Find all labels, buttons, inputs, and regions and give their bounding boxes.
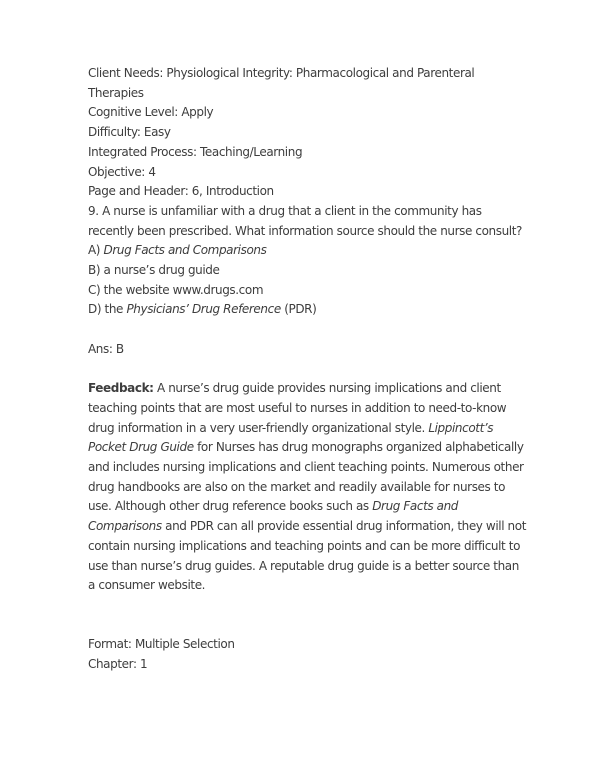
text-line [88,517,548,537]
text-line [88,655,548,675]
text-segment: and PDR can all provide essential drug information, they will not [161,519,527,534]
text-segment: A nurse’s drug guide provides nursing implications and client [153,381,501,396]
text-line [88,202,548,222]
text-line [88,143,548,163]
text-line [88,576,548,596]
text-line [88,300,548,320]
text-segment: drug information in a very user-friendly organizational style. [88,420,429,435]
text-line [88,635,548,655]
text-line [88,84,548,104]
text-line [88,399,548,419]
text-segment: and includes nursing implications and client teaching points. Numerous other [88,460,524,475]
text-line [88,537,548,557]
text-segment: use than nurse’s drug guides. A reputable drug guide is a better source than [88,558,519,573]
text-line [88,281,548,301]
blank-line [88,320,548,340]
text-segment: C) the website www.drugs.com [88,282,264,297]
text-line [88,103,548,123]
text-segment: for Nurses has drug monographs organized alphabetically [193,440,524,455]
blank-line [88,360,548,380]
text-segment: Feedback: [88,381,154,396]
text-segment: Integrated Process: Teaching/Learning [88,144,303,159]
text-segment: Lippincott’s [428,420,494,435]
text-line [88,379,548,399]
text-line [88,241,548,261]
text-segment: recently been prescribed. What information source should the nurse consult? [88,223,522,238]
text-segment: Comparisons [88,519,162,534]
text-segment: 9. A nurse is unfamiliar with a drug that a client in the community has [88,203,482,218]
text-segment: Drug Facts and [372,499,459,514]
text-segment: Drug Facts and Comparisons [103,243,267,258]
text-segment: Page and Header: 6, Introduction [88,184,274,199]
text-segment: Ans: B [88,341,124,356]
text-segment: a consumer website. [88,578,206,593]
text-line [88,163,548,183]
document-content [88,64,548,675]
text-segment: Objective: 4 [88,164,156,179]
text-segment: D) the [88,302,127,317]
text-segment: contain nursing implications and teaching points and can be more difficult to [88,538,521,553]
text-segment: Client Needs: Physiological Integrity: Pharmacological and Parenteral [88,66,475,80]
text-segment: Therapies [88,85,144,100]
text-segment: Cognitive Level: Apply [88,105,214,120]
text-segment: use. Although other drug reference books such as [88,499,373,514]
text-line [88,64,548,84]
text-line [88,478,548,498]
blank-line [88,596,548,616]
text-segment: Physicians’ Drug Reference [126,302,281,317]
text-segment: (PDR) [280,302,317,317]
text-line [88,419,548,439]
text-line [88,340,548,360]
text-segment: A) [88,243,104,258]
text-line [88,123,548,143]
text-segment: Format: Multiple Selection [88,637,235,652]
blank-line [88,616,548,636]
text-line [88,261,548,281]
text-segment: Pocket Drug Guide [88,440,194,455]
text-line [88,497,548,517]
text-line [88,458,548,478]
text-segment: Difficulty: Easy [88,125,171,140]
text-segment: B) a nurse’s drug guide [88,263,220,278]
text-segment: drug handbooks are also on the market and readily available for nurses to [88,479,506,494]
text-line [88,182,548,202]
text-segment: Chapter: 1 [88,657,148,672]
text-line [88,557,548,577]
text-segment: teaching points that are most useful to nurses in addition to need-to-know [88,400,507,415]
text-line [88,438,548,458]
text-line [88,222,548,242]
